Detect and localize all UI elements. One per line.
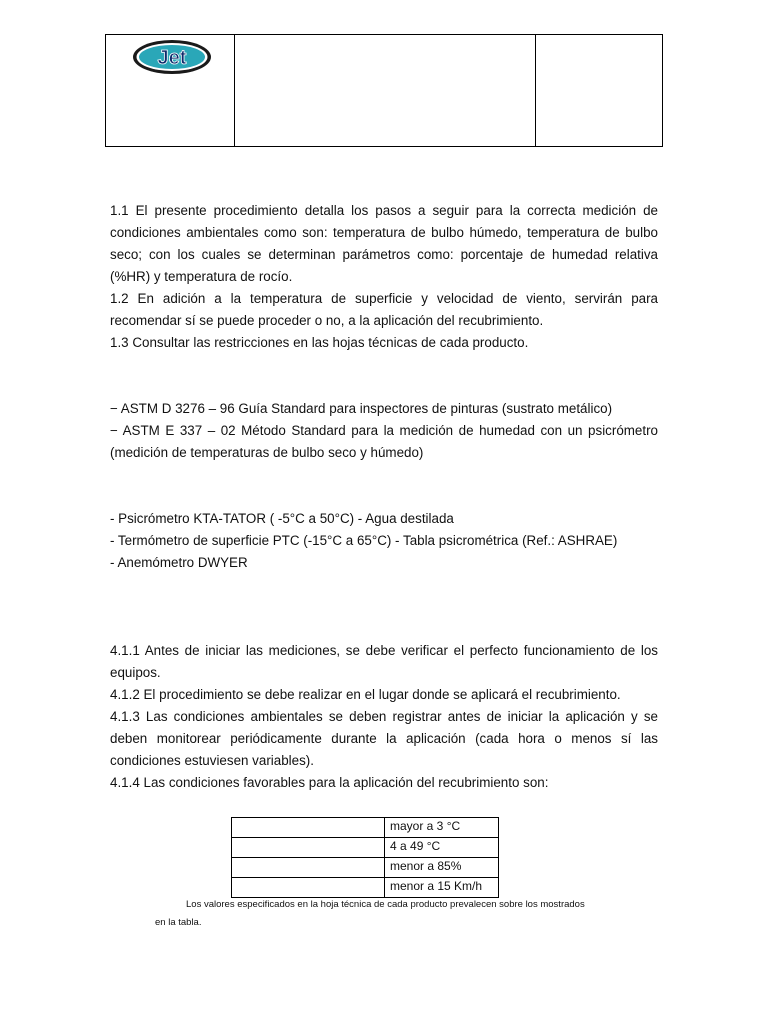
equipment-anemometer: - Anemómetro DWYER [110,555,248,570]
objective-1-1: 1.1 El presente procedimiento detalla los pasos a seguir para la correcta medición de condiciones ambientales como son: temperatura de bulbo húmedo, temperatura de bulbo seco; con los cuales se determinan parámetros como: porcentaje de humedad relativa (%HR) y temperatura de rocío. [110,203,658,284]
condition-value: 4 a 49 °C [385,838,499,858]
condition-label [232,878,385,898]
jet-logo [132,39,212,75]
procedure-4-1-1: 4.1.1 Antes de iniciar las mediciones, se debe verificar el perfecto funcionamiento de los equipos. [110,643,658,680]
table-note-line1: Los valores especificados en la hoja técnica de cada producto prevalecen sobre los mostrados [186,899,585,910]
table-row [232,858,499,878]
objective-1-3: 1.3 Consultar las restricciones en las hojas técnicas de cada producto. [110,335,529,350]
procedure-4-1-3: 4.1.3 Las condiciones ambientales se deben registrar antes de iniciar la aplicación y se deben monitorear periódicamente durante la aplicación (cada hora o menos sí las condiciones estuviesen variables). [110,709,658,768]
objective-1-2: 1.2 En adición a la temperatura de superficie y velocidad de viento, servirán para recomendar sí se puede proceder o no, a la aplicación del recubrimiento. [110,291,658,328]
condition-label [232,858,385,878]
table-note-line2: en la tabla. [155,917,202,928]
procedure-4-1-4: 4.1.4 Las condiciones favorables para la aplicación del recubrimiento son: [110,775,549,790]
equipment-surface-thermometer: - Termómetro de superficie PTC (-15°C a 65°C) - Tabla psicrométrica (Ref.: ASHRAE) [110,533,618,548]
condition-value: menor a 85% [385,858,499,878]
header-title-cell [235,35,536,146]
condition-label [232,838,385,858]
logo-text: Jet [157,47,187,69]
condition-value: menor a 15 Km/h [385,878,499,898]
reference-astm-e337: − ASTM E 337 – 02 Método Standard para la medición de humedad con un psicrómetro (medición de temperaturas de bulbo seco y húmedo) [110,423,658,460]
reference-astm-d3276: − ASTM D 3276 – 96 Guía Standard para inspectores de pinturas (sustrato metálico) [110,401,613,416]
condition-label [232,818,385,838]
procedure-4-1-2: 4.1.2 El procedimiento se debe realizar en el lugar donde se aplicará el recubrimiento. [110,687,621,702]
table-row [232,818,499,838]
condition-value: mayor a 3 °C [385,818,499,838]
table-row [232,878,499,898]
header-table [105,34,663,147]
conditions-table [231,817,499,898]
header-code-cell [536,35,662,146]
header-logo-cell [106,35,235,146]
table-row [232,838,499,858]
equipment-psychrometer: - Psicrómetro KTA-TATOR ( -5°C a 50°C) - Agua destilada [110,511,454,526]
